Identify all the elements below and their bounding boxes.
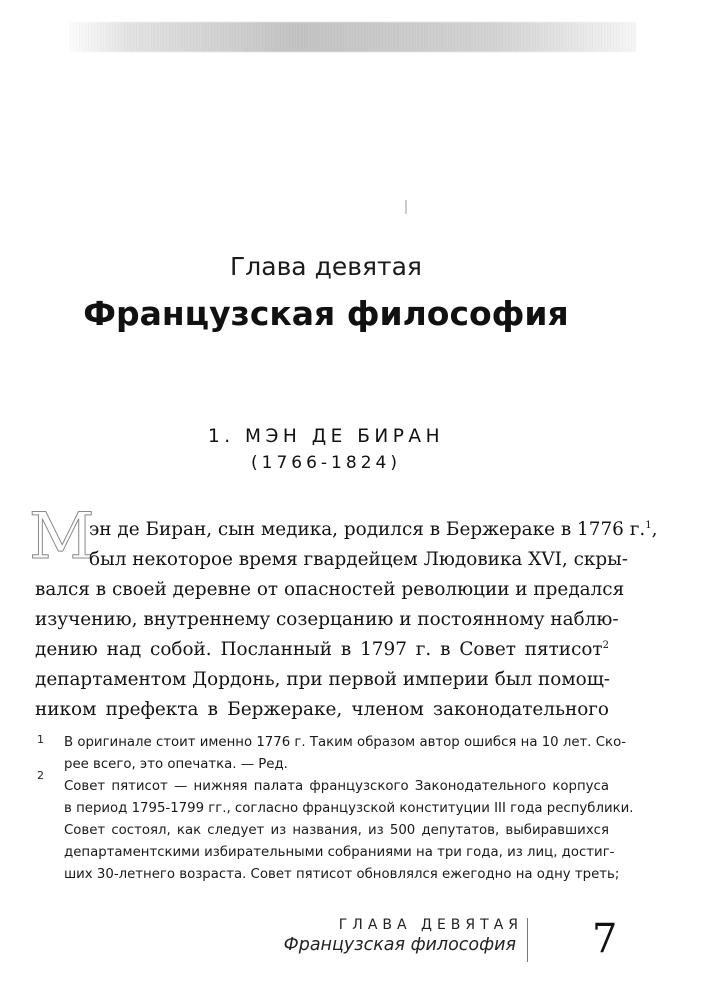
footer-divider xyxy=(527,918,528,962)
footnote-2-line-1: Совет пятисот — нижняя палата французского Законодательного корпуса xyxy=(64,779,609,794)
footer-chapter-label: ГЛАВА ДЕВЯТАЯ xyxy=(338,917,523,933)
section-title: 1. МЭН ДЕ БИРАН xyxy=(208,426,444,447)
chapter-title: Французская философия xyxy=(83,294,569,333)
footnote-2-line-3: Совет состоял, как следует из названия, из 500 депутатов, выбиравшихся xyxy=(64,823,609,838)
footnote-2-line-5: ших 30-летнего возраста. Совет пятисот обновлялся ежегодно на одну треть; xyxy=(64,867,620,882)
scan-speck xyxy=(405,200,407,214)
footnote-ref-2[interactable]: 2 xyxy=(602,639,609,651)
footnote-2-line-4: департаментскими избирательными собраниями на три года, из лиц, достиг- xyxy=(64,845,615,860)
footnote-mark-1: 1 xyxy=(37,733,44,746)
page-number: 7 xyxy=(592,916,618,962)
scan-edge-artifact xyxy=(70,22,636,52)
footnote-ref-1[interactable]: 1 xyxy=(645,519,652,531)
chapter-label: Глава девятая xyxy=(230,252,422,281)
body-line-3: вался в своей деревне от опасностей революции и предался xyxy=(35,579,625,600)
footer-chapter-title: Французская философия xyxy=(283,935,516,955)
footnote-mark-2: 2 xyxy=(37,769,44,782)
body-line-6: департаментом Дордонь, при первой империи был помощ- xyxy=(35,669,611,690)
section-years: (1766-1824) xyxy=(251,453,401,473)
footnote-1-line-1: В оригинале стоит именно 1776 г. Таким образом автор ошибся на 10 лет. Ско- xyxy=(64,735,627,750)
body-line-7: ником префекта в Бержераке, членом законодательного xyxy=(35,699,609,720)
body-line-2: был некоторое время гвардейцем Людовика XVI, скры- xyxy=(89,549,628,570)
footnote-2-line-2: в период 1795-1799 гг., согласно французской конституции III года республики. xyxy=(64,801,634,816)
footnote-1-line-2: рее всего, это опечатка. — Ред. xyxy=(64,757,288,772)
body-line-1: эн де Биран, сын медика, родился в Бержераке в 1776 г.$^1$, xyxy=(89,519,658,540)
body-line-5: дению над собой. Посланный в 1797 г. в Совет пятисот$^2$ xyxy=(35,639,609,660)
drop-cap: М xyxy=(29,500,95,574)
body-line-4: изучению, внутреннему созерцанию и постоянному наблю- xyxy=(35,609,619,630)
